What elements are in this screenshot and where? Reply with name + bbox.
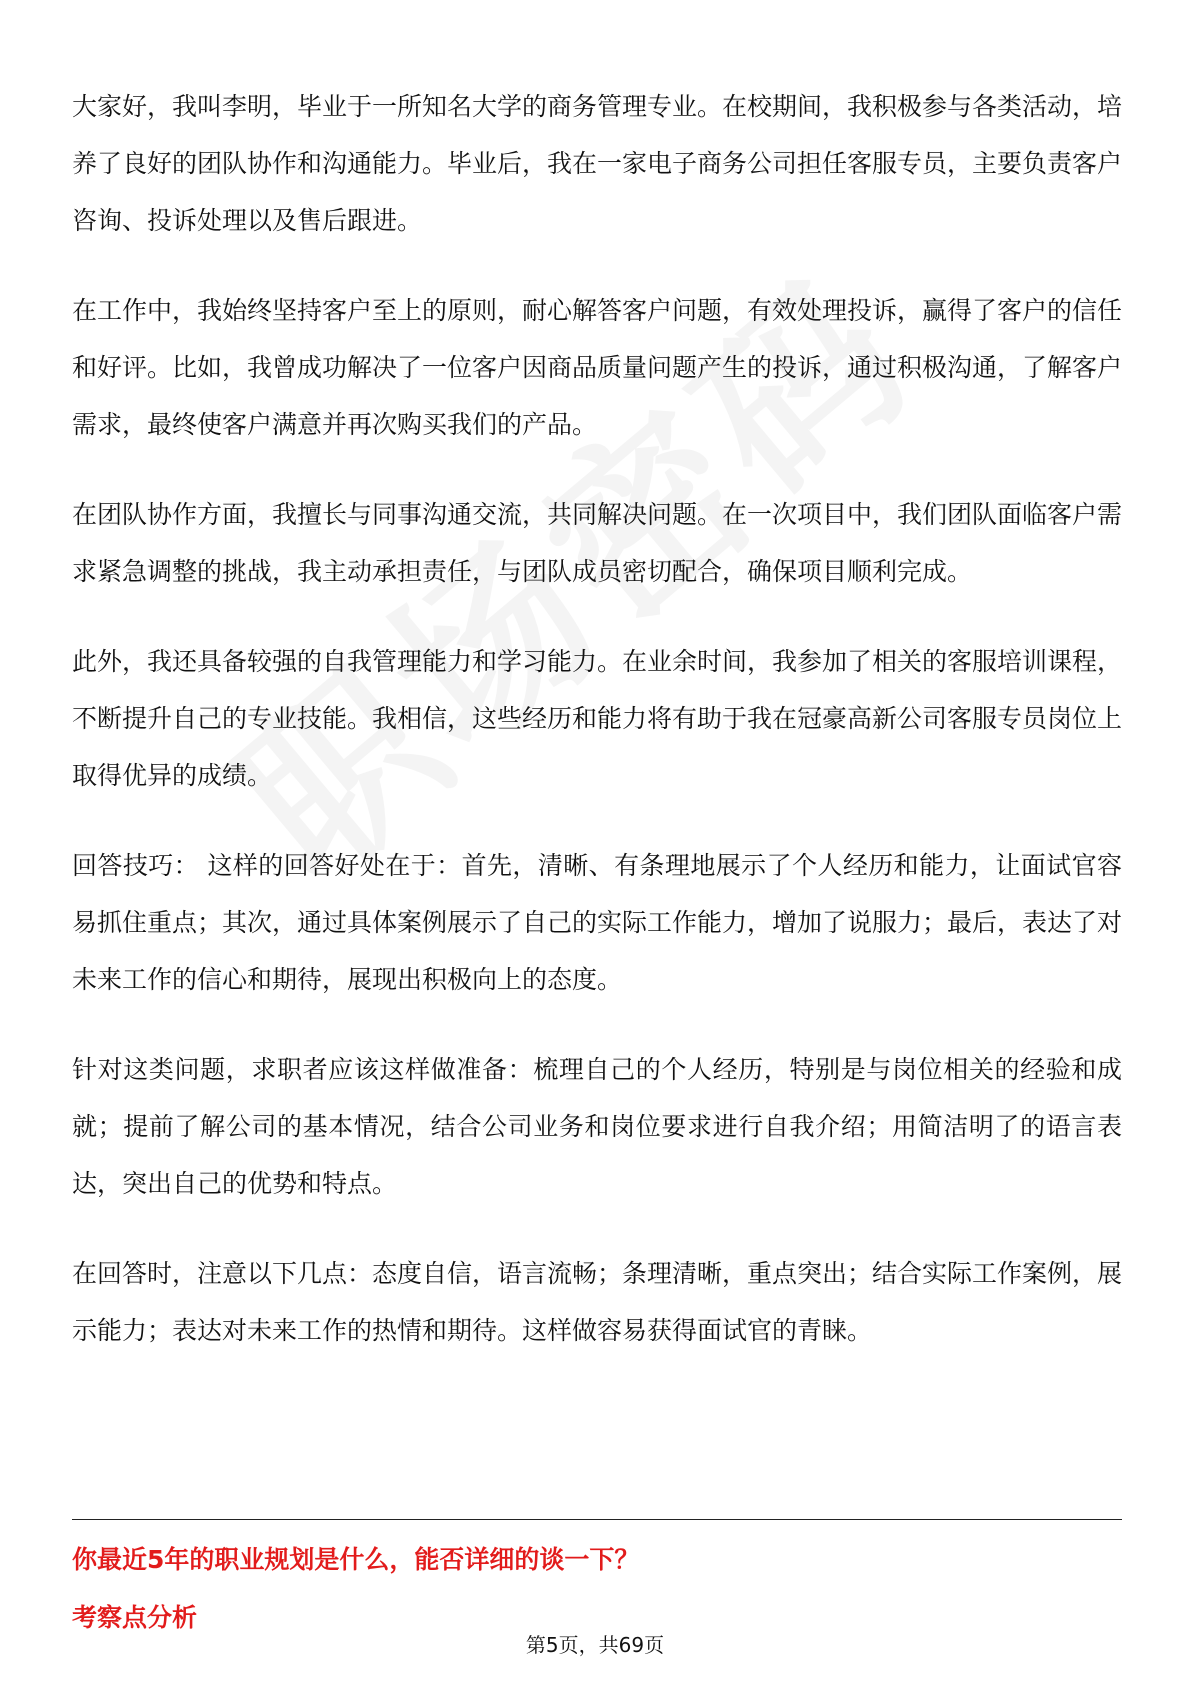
section-divider: [72, 1519, 1122, 1520]
paragraph-intro: 大家好，我叫李明，毕业于一所知名大学的商务管理专业。在校期间，我积极参与各类活动，培养了良好的团队协作和沟通能力。毕业后，我在一家电子商务公司担任客服专员，主要负责客户咨询、投诉处理以及售后跟进。: [72, 92, 1123, 235]
paragraph-self-management: 此外，我还具备较强的自我管理能力和学习能力。在业余时间，我参加了相关的客服培训课程，不断提升自己的专业技能。我相信，这些经历和能力将有助于我在冠豪高新公司客服专员岗位上取得优异的成绩。: [72, 647, 1123, 790]
paragraph-work-experience: 在工作中，我始终坚持客户至上的原则，耐心解答客户问题，有效处理投诉，赢得了客户的信任和好评。比如，我曾成功解决了一位客户因商品质量问题产生的投诉，通过积极沟通，了解客户需求，最终使客户满意并再次购买我们的产品。: [72, 296, 1123, 439]
page-number: 第5页，共69页: [525, 1633, 665, 1657]
analysis-subheading: 考察点分析: [72, 1603, 198, 1632]
paragraph-answer-tips: 回答技巧： 这样的回答好处在于：首先，清晰、有条理地展示了个人经历和能力，让面试官容易抓住重点；其次，通过具体案例展示了自己的实际工作能力，增加了说服力；最后，表达了对未来工作的信心和期待，展现出积极向上的态度。: [72, 851, 1123, 994]
document-body: [72, 78, 1122, 1392]
next-question-heading: 你最近5年的职业规划是什么，能否详细的谈一下？: [72, 1545, 640, 1574]
paragraph-answer-notes: 在回答时，注意以下几点：态度自信，语言流畅；条理清晰，重点突出；结合实际工作案例，展示能力；表达对未来工作的热情和期待。这样做容易获得面试官的青睐。: [72, 1259, 1123, 1345]
paragraph-preparation: 针对这类问题，求职者应该这样做准备：梳理自己的个人经历，特别是与岗位相关的经验和成就；提前了解公司的基本情况，结合公司业务和岗位要求进行自我介绍；用简洁明了的语言表达，突出自己的优势和特点。: [72, 1055, 1122, 1198]
paragraph-teamwork: 在团队协作方面，我擅长与同事沟通交流，共同解决问题。在一次项目中，我们团队面临客户需求紧急调整的挑战，我主动承担责任，与团队成员密切配合，确保项目顺利完成。: [72, 500, 1123, 586]
